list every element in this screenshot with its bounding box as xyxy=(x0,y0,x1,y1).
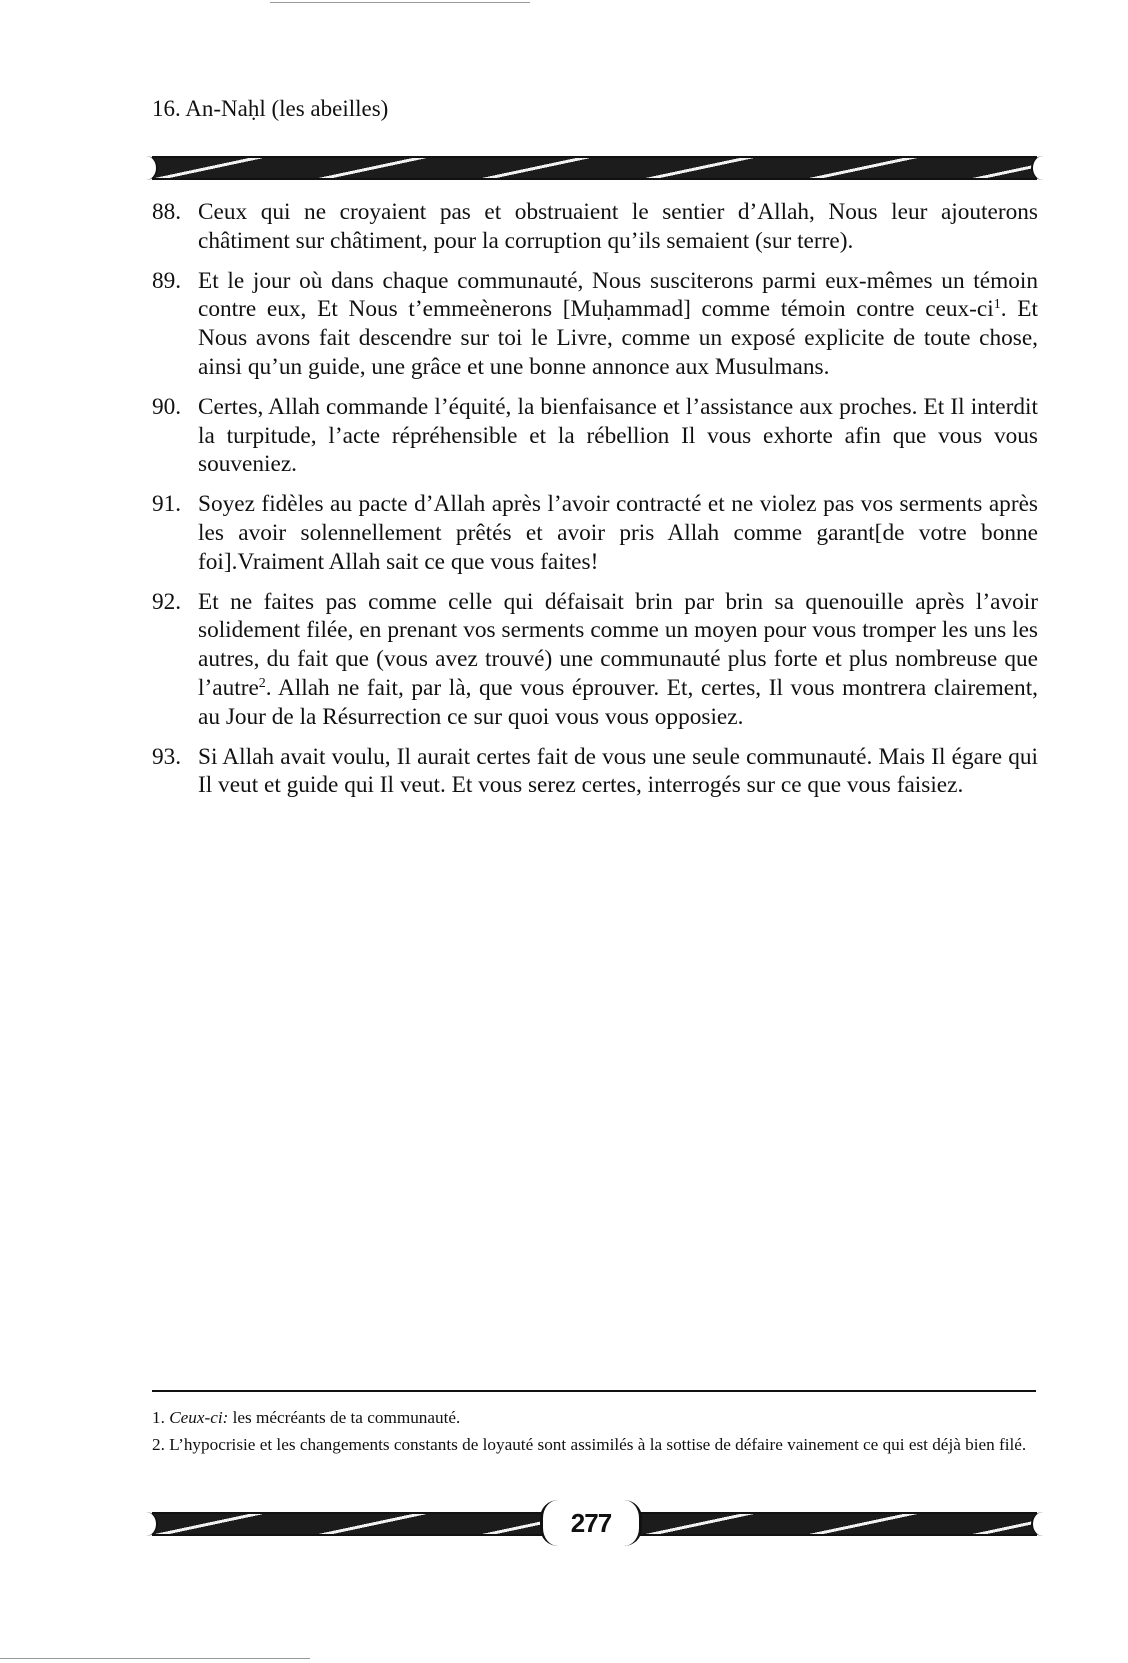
verse-text: Et le jour où dans chaque communauté, Nous susciterons parmi eux-mêmes un témoin contre eux, Et Nous t’emmeènerons [Muḥammad] comme témoin contre ceux-ci xyxy=(198,267,1038,323)
footnote-divider xyxy=(152,1390,1036,1392)
verse-text: Si Allah avait voulu, Il aurait certes fait de vous une seule communauté. Mais Il égare qui Il veut et guide qui Il veut. Et vous serez certes, interrogés sur ce que vous faisiez. xyxy=(198,743,1038,799)
footnote-number: 1. xyxy=(152,1408,165,1427)
verse-text: Certes, Allah commande l’équité, la bienfaisance et l’assistance aux proches. Et Il interdit la turpitude, l’acte répréhensible et la rébellion Il vous exhorte afin que vous vous souveniez. xyxy=(198,393,1038,478)
footnote-text: les mécréants de ta communauté. xyxy=(228,1408,461,1427)
verse-90 xyxy=(152,393,1038,479)
verse-text: Soyez fidèles au pacte d’Allah après l’avoir contracté et ne violez pas vos serments après les avoir solennellement prêtés et avoir pris Allah comme garant[de votre bonne foi].Vraiment Allah sait ce que vous faites! xyxy=(198,491,1038,575)
verse-text-continued: . Et Nous avons fait descendre sur toi le Livre, comme un exposé explicite de toute chose, ainsi qu’un guide, une grâce et une bonne annonce aux Musulmans. xyxy=(198,296,1038,380)
verse-92 xyxy=(152,588,1038,732)
verse-list xyxy=(152,198,1038,811)
verse-93 xyxy=(152,743,1038,801)
verse-number: 92. xyxy=(152,588,182,615)
decorative-border-top xyxy=(152,156,1037,180)
page-header: 16. An-Naḥl (les abeilles) xyxy=(152,96,389,121)
verse-number: 90. xyxy=(152,393,182,420)
verse-number: 93. xyxy=(152,743,182,770)
page-number: 277 xyxy=(540,1500,642,1546)
footnote-ref-1: 1 xyxy=(993,297,1001,313)
footnote-number: 2. xyxy=(152,1434,165,1454)
verse-number: 88. xyxy=(152,199,182,225)
verse-number: 91. xyxy=(152,491,182,518)
footnote-ref-2: 2 xyxy=(258,675,266,691)
verse-91 xyxy=(152,490,1038,576)
footnote-term: Ceux-ci: xyxy=(169,1408,229,1427)
verse-number: 89. xyxy=(152,267,182,294)
footnotes xyxy=(152,1408,1036,1461)
verse-text: Et ne faites pas comme celle qui défaisait brin par brin sa quenouille après l’avoir solidement filée, en prenant vos serments comme un moyen pour vous tromper les uns les autres, du fait que (vous avez trouvé) une communauté plus forte et plus nombreuse que l’autre xyxy=(198,588,1038,701)
scan-edge-top xyxy=(270,2,530,3)
verse-text-continued: . Allah ne fait, par là, que vous éprouver. Et, certes, Il vous montrera clairement, au Jour de la Résurrection ce sur quoi vous vous opposiez. xyxy=(198,674,1038,730)
footnote-text: L’hypocrisie et les changements constants de loyauté sont assimilés à la sottise de défaire vainement ce qui est déjà bien filé. xyxy=(164,1434,1027,1454)
footnote-2 xyxy=(152,1435,1036,1456)
verse-88 xyxy=(152,198,1038,256)
verse-89 xyxy=(152,267,1038,382)
scan-edge-bottom xyxy=(0,1658,310,1659)
footnote-1 xyxy=(152,1408,1036,1429)
verse-text: Ceux qui ne croyaient pas et obstruaient le sentier d’Allah, Nous leur ajouterons châtiment sur châtiment, pour la corruption qu’ils semaient (sur terre). xyxy=(198,199,1038,254)
